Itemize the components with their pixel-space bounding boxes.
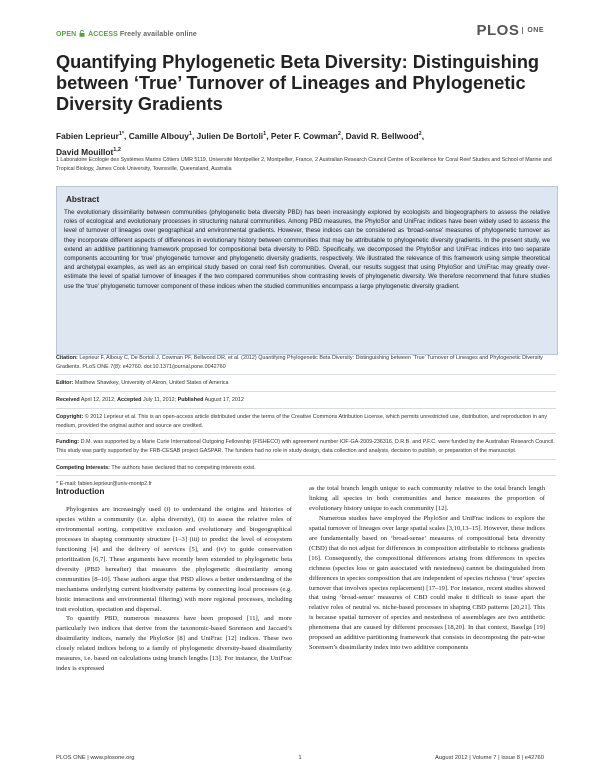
body-column-left [56,505,292,674]
paragraph: Phylogenies are increasingly used (i) to understand the origins and histories of species within a community (i.e. alpha diversity), (ii) to assess the relative roles of environmental sorting, competitive exclusion and evolutionary and biogeographical processes in shaping community structure [1–3] (iii) to predict the level of ecosystem functioning [4] and the delivery of services [5], and (iv) to guide conservation prioritization [6,7]. These arguments have recently been extended to phylogenetic beta diversity (PBD hereafter) that measures the phylogenetic dissimilarity among communities [8–10]. These authors argue that PBD allows a better understanding of the mechanisms underlying current biodiversity patterns by connecting local processes (e.g. biotic interactions and environmental filtering) with more regional processes, including trait evolution, speciation and dispersal. [56,506,292,613]
dates-line: Received April 12, 2012; Accepted July 11, 2012; Published August 17, 2012 [56,392,556,409]
freely-available-label: Freely available online [119,31,197,38]
plos-wordmark: PLOS [476,22,520,39]
competing-interests-line: Competing Interests: The authors have declared that no competing interests exist. [56,460,556,477]
article-metadata [56,350,556,492]
abstract-box [56,186,558,355]
one-wordmark: ONE [522,27,544,34]
open-label: OPEN [56,31,77,38]
author-name[interactable]: Peter F. Cowman [270,130,338,141]
citation-line: Citation: Leprieur F, Albouy C, De Bortoli J, Cowman PF, Bellwood DR, et al. (2012) Quantifying Phylogenetic Beta Diversity: Distinguishing between ‘True’ Turnover of Lineages and Phylogenetic Diversity Gradients. PLoS ONE 7(8): e42760. doi:10.1371/journal.pone.0042760 [56,350,556,375]
paragraph: as the total branch length unique to each community relative to the total branch length linking all species in both communities and hence measures the proportion of evolutionary history unique to each community [12]. [309,485,545,512]
affiliations: 1 Laboratoire Ecologie des Systèmes Marins Côtiers UMR 5119, Université Montpellier 2, Montpellier, France, 2 Australian Research Council Centre of Excellence for Coral Reef Studies and School of Marine and Tropical Biology, James Cook University, Townsville, Queensland, Australia [56,157,552,172]
article-title: Quantifying Phylogenetic Beta Diversity: Distinguishing between ‘True’ Turnover of Lineages and Phylogenetic Diversity Gradients [56,52,540,114]
paragraph: To quantify PBD, numerous measures have been proposed [11], and more particularly two indices that derive from the taxonomic-based Sorenson and Jaccard’s dissimilarity indices, namely the PhyloSor [8] and UniFrac [12] indices. These two closely related indices belong to a family of phylogenetic diversity-based dissimilarity measures, i.e. based on calculations using branch lengths [13]. For instance, the UniFrac index is expressed [56,615,292,673]
introduction-heading: Introduction [56,486,105,496]
author-name[interactable]: Fabien Leprieur [56,130,119,141]
open-access-lock-icon [79,30,85,37]
body-column-right [309,484,545,653]
author-name[interactable]: Camille Albouy [128,130,189,141]
footer-issue: August 2012 | Volume 7 | Issue 8 | e42760 [435,755,544,761]
abstract-heading: Abstract [66,195,100,204]
copyright-line: Copyright: © 2012 Leprieur et al. This is an open-access article distributed under the terms of the Creative Commons Attribution License, which permits unrestricted use, distribution, and reproduction in any medium, provided the original author and source are credited. [56,409,556,434]
author-name[interactable]: Julien De Bortoli [196,130,264,141]
abstract-text: The evolutionary dissimilarity between communities (phylogenetic beta diversity PBD) has been increasingly explored by ecologists and biogeographers to assess the relative roles of ecological and evolutionary processes in structuring natural communities. Among PBD measures, the PhyloSor and UniFrac indices have been widely used to assess the level of turnover of lineages over geographical and environmental gradients. However, these indices can be considered as ‘broad-sense’ measures of phylogenetic turnover as they incorporate different aspects of differences in evolutionary history between communities that may be attributable to phylogenetic diversity gradients. In the present study, we extend an additive partitioning framework proposed for compositional beta diversity to PBD. Specifically, we decomposed the PhyloSor and UniFrac indices into two separate components accounting for ‘true’ phylogenetic turnover and phylogenetic diversity gradients, respectively. We illustrated the relevance of this framework using simple theoretical and archetypal examples, as well as an empirical study based on coral reef fish communities. Overall, our results suggest that using PhyloSor and UniFrac may greatly over-estimate the level of spatial turnover of lineages if the two compared communities show contrasting levels of phylogenetic diversity. We therefore recommend that future studies use the ‘true’ phylogenetic turnover component of these indices when the studied communities encompass a large phylogenetic diversity gradient. [64,209,550,290]
author-name[interactable]: David R. Bellwood [345,130,419,141]
paragraph: Numerous studies have employed the PhyloSor and UniFrac indices to explore the spatial turnover of lineages over large spatial scales [3,10,13–15]. However, these indices are fundamentally based on ‘broad-sense’ measures of compositional beta diversity (CBD) that do not adjust for differences in composition attributable to richness gradients [16]. Consequently, the compositional differences arising from differences in species richness (species loss or gain associated with nestedness) cannot be distinguished from differences in species composition that are independent of species richness (‘true’ species turnover that involves species replacement) [17–19]. For instance, recent studies showed that using ‘broad-sense’ measures of CBD could make it difficult to tease apart the relative roles of neutral vs. niche-based processes in shaping CBD patterns [20,21]. This is because spatial turnover of species and nestedness of assemblages are two antithetic phenomena that are caused by different processes [18,20]. In that context, Baselga [19] proposed an additive partitioning framework that consists in decomposing the pair-wise Sorensen’s dissimilarity index into two additive components [309,514,545,652]
footer-page-number: 1 [298,755,302,761]
author-list: Fabien Leprieur$^{1*}$, Camille Albouy$^1$, Julien De Bortoli$^1$, Peter F. Cowman$^2$, David R. Bellwood$^2$, David Mouillot$^{1,2}$ [56,130,425,157]
editor-line: Editor: Matthew Shawkey, University of Akron, United States of America [56,375,556,392]
email-line[interactable]: * E-mail: fabien.leprieur@univ-montp2.fr [56,481,152,488]
access-label: ACCESS [88,31,118,38]
author-name[interactable]: David Mouillot [56,146,114,157]
open-access-banner [56,30,197,38]
footer-journal: PLOS ONE | www.plosone.org [56,755,135,761]
journal-logo [476,22,544,39]
funding-line: Funding: D.M. was supported by a Marie Curie International Outgoing Fellowship (FISHECO) with agreement number IOF-GA-2009-236316. D.R.B. and P.F.C. were funded by the Australian Research Council. This study was partly supported by the FRB-CESAB project GASPAR. The funders had no role in study design, data collection and analysis, decision to publish, or preparation of the manuscript. [56,434,556,459]
